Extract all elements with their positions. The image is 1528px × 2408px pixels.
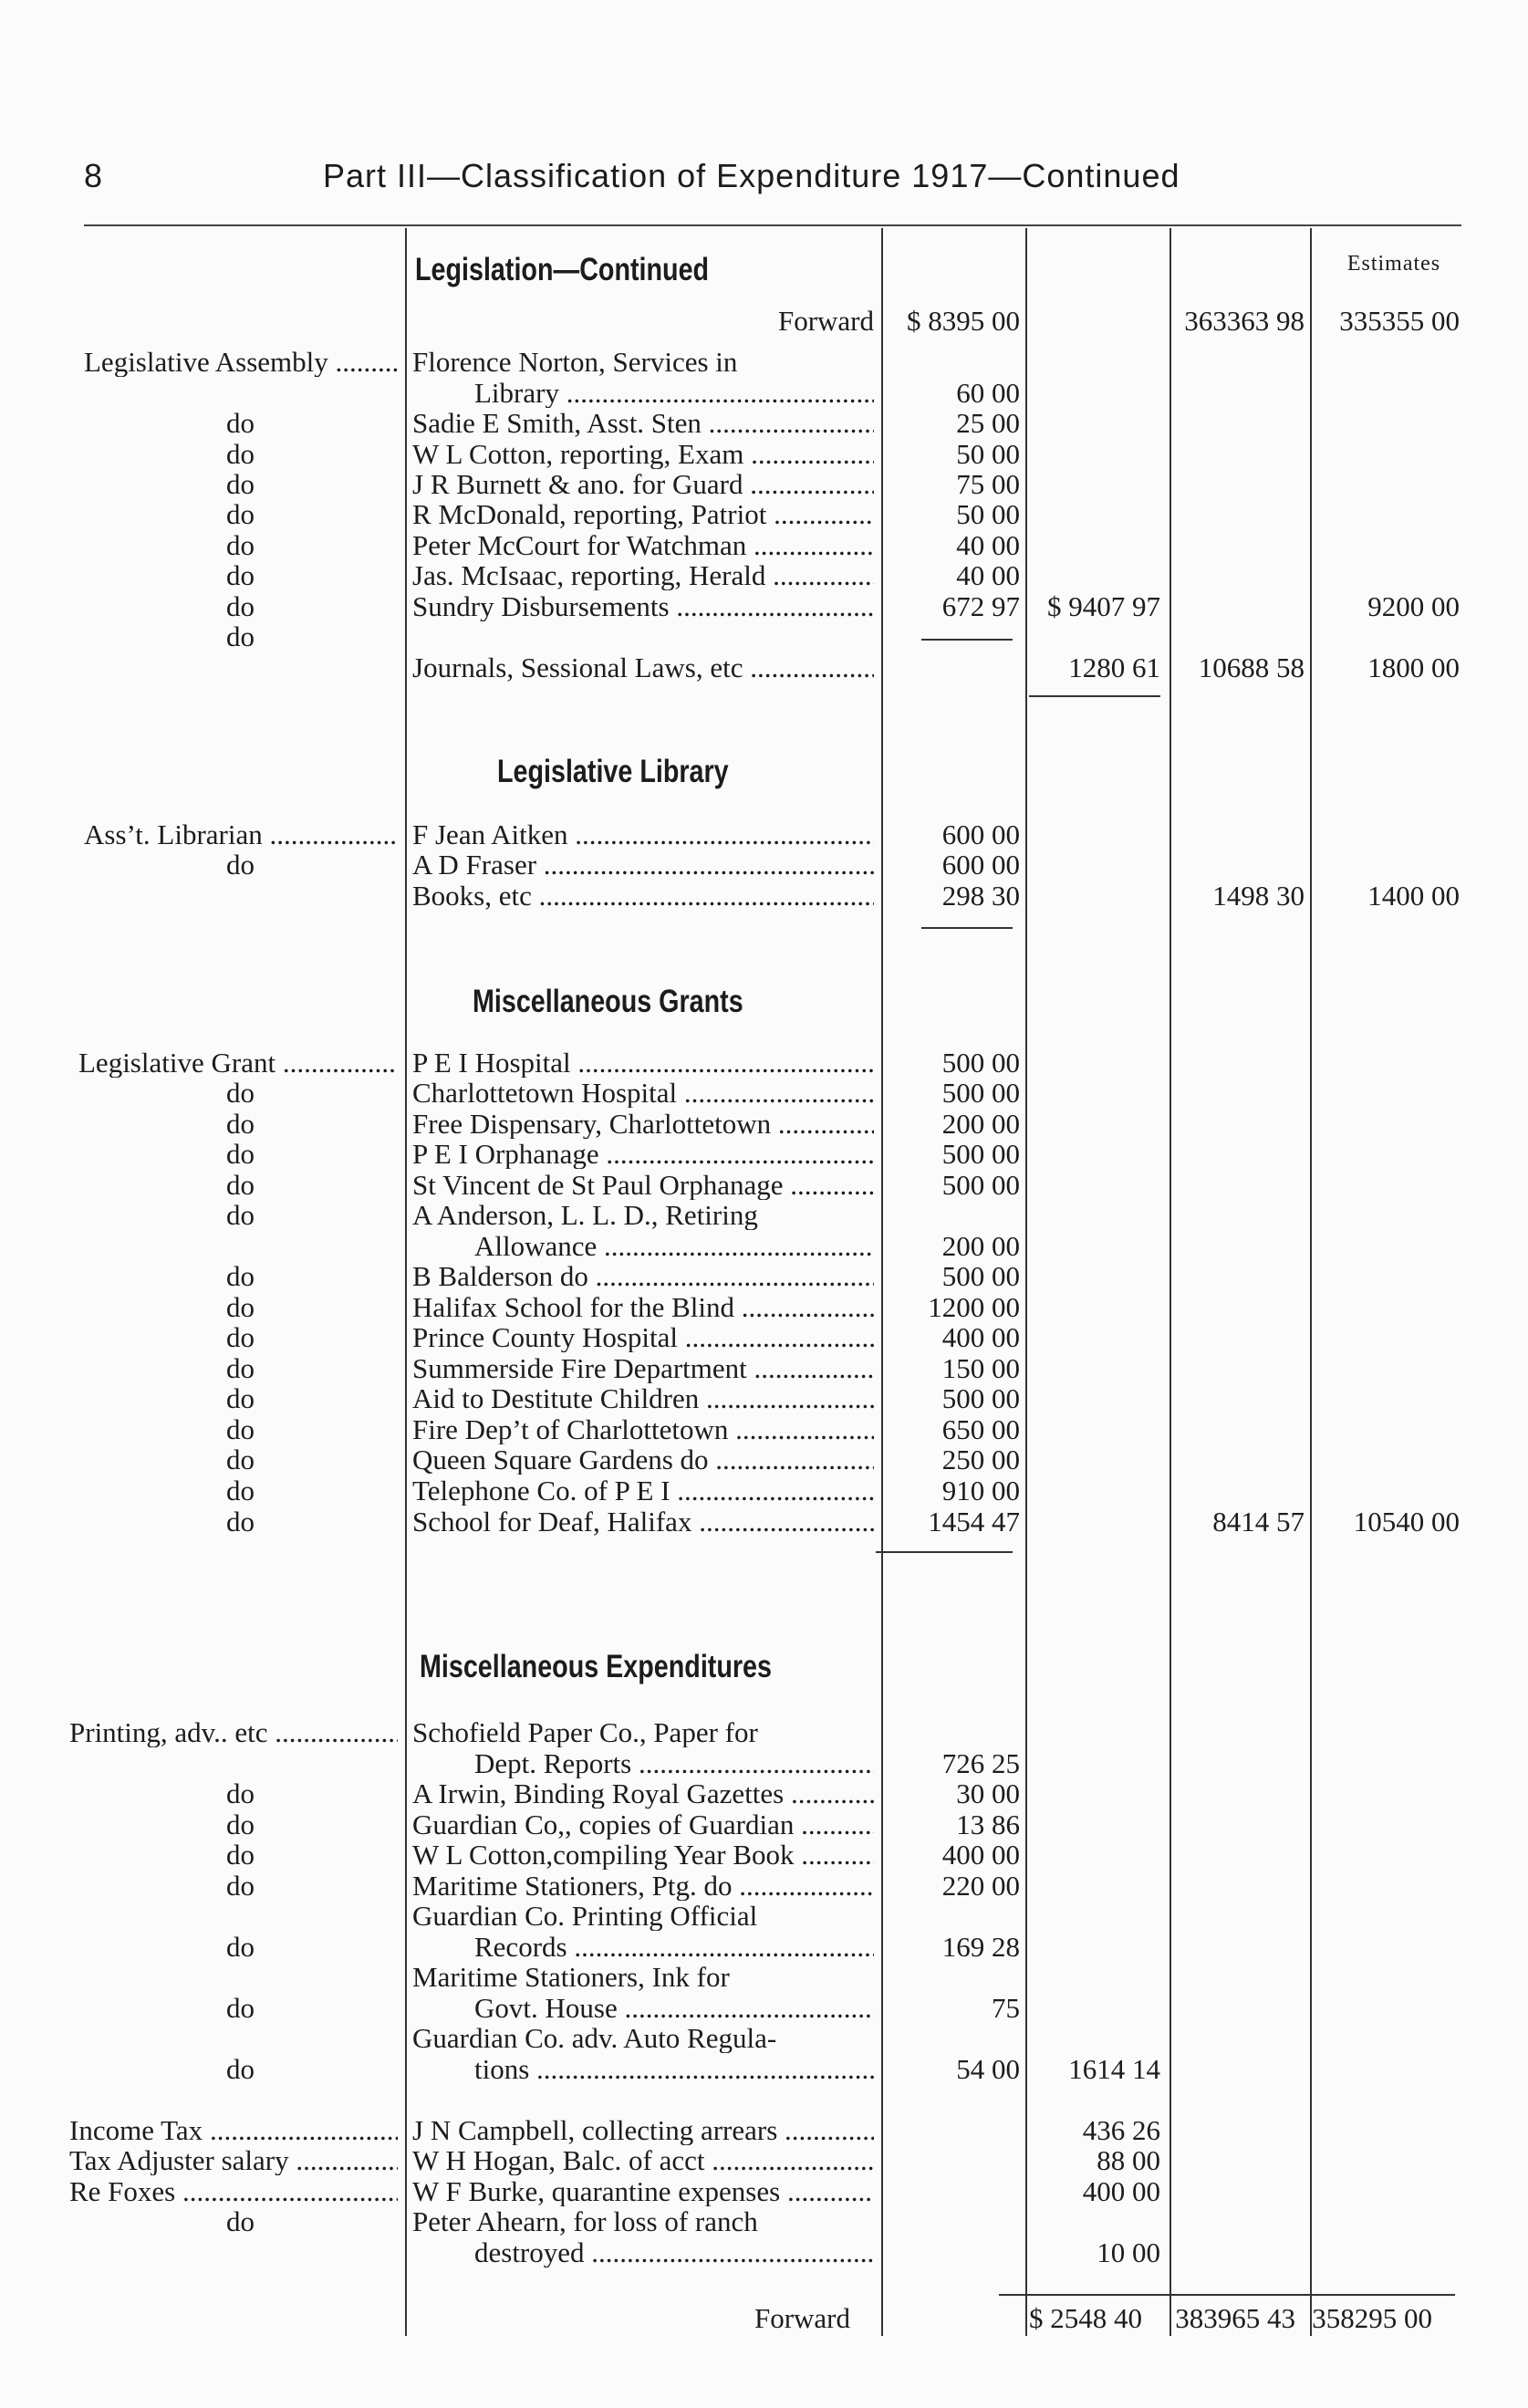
ledger-row <box>0 1748 1528 1778</box>
item-description: Aid to Destitute Children ..... <box>412 1383 874 1413</box>
amount-c1: 500 00 <box>941 1382 1020 1414</box>
item-description: Maritime Stationers, Ptg. do ..... <box>412 1871 874 1901</box>
amount-c1: 13 86 <box>956 1809 1020 1840</box>
amount-c1: 250 00 <box>941 1444 1020 1475</box>
amount-c1: 75 00 <box>956 468 1020 500</box>
ditto-label: do <box>226 1993 255 2023</box>
item-description: Halifax School for the Blind ..... <box>412 1292 874 1322</box>
ditto-label: do <box>226 621 255 652</box>
amount-c1: 220 00 <box>941 1870 1020 1902</box>
ditto-label: do <box>226 1139 255 1169</box>
item-description: Charlottetown Hospital ..... <box>412 1078 874 1108</box>
ledger-row <box>0 2206 1528 2236</box>
amount-c1: 500 00 <box>941 1077 1020 1109</box>
ditto-label: do <box>226 1778 255 1809</box>
ditto-label: do <box>226 439 255 469</box>
account-label: Re Foxes ..... <box>69 2176 398 2206</box>
ditto-label: do <box>226 560 255 590</box>
forward-amount-c4: 335355 00 <box>1339 305 1460 337</box>
amount-c1: 169 28 <box>941 1931 1020 1963</box>
ledger-row <box>0 2084 1528 2114</box>
forward-row <box>0 306 1528 336</box>
ledger-row <box>0 1932 1528 1962</box>
ledger-row <box>0 1170 1528 1200</box>
item-description: P E I Orphanage ..... <box>412 1139 874 1169</box>
item-description: Jas. McIsaac, reporting, Herald ..... <box>412 560 874 590</box>
item-description: Free Dispensary, Charlottetown ..... <box>412 1109 874 1139</box>
amount-c1: 30 00 <box>956 1777 1020 1809</box>
ledger-row <box>0 1078 1528 1108</box>
item-description: Fire Dep’t of Charlottetown ..... <box>412 1414 874 1444</box>
ledger-row <box>0 1231 1528 1261</box>
ditto-label: do <box>226 1871 255 1901</box>
amount-c2: 400 00 <box>1082 2175 1160 2207</box>
ditto-label: do <box>226 1506 255 1537</box>
ditto-label: do <box>226 530 255 560</box>
item-description: Sundry Disbursements ..... <box>412 591 874 621</box>
ledger-row <box>0 1778 1528 1809</box>
account-label: Tax Adjuster salary ..... <box>69 2145 398 2175</box>
item-description: Dept. Reports ..... <box>474 1748 874 1778</box>
ditto-label: do <box>226 850 255 880</box>
amount-c1: 40 00 <box>956 529 1020 561</box>
item-description: Schofield Paper Co., Paper for <box>412 1717 758 1747</box>
ledger-row <box>0 2023 1528 2053</box>
item-description: A Irwin, Binding Royal Gazettes ..... <box>412 1778 874 1809</box>
amount-c3: 10688 58 <box>1198 652 1305 683</box>
ledger-row <box>0 1322 1528 1352</box>
item-description: B Balderson do ..... <box>412 1261 874 1291</box>
item-description: destroyed ..... <box>474 2237 874 2267</box>
amount-c1: 600 00 <box>941 849 1020 881</box>
item-description: A D Fraser ..... <box>412 850 874 880</box>
ditto-label: do <box>226 2054 255 2084</box>
amount-c1: 298 30 <box>941 880 1020 912</box>
section-heading: Legislative Library <box>497 754 729 789</box>
ditto-label: do <box>226 1809 255 1840</box>
item-description: W F Burke, quarantine expenses ..... <box>412 2176 874 2206</box>
page-number: 8 <box>84 157 103 194</box>
amount-c4: 9200 00 <box>1367 590 1460 622</box>
account-label: Legislative Grant ..... <box>78 1048 398 1078</box>
item-description: Sadie E Smith, Asst. Sten ..... <box>412 408 874 438</box>
ledger-row <box>0 1292 1528 1322</box>
amount-c1: 600 00 <box>941 818 1020 850</box>
item-description: Journals, Sessional Laws, etc ..... <box>412 652 874 683</box>
item-description: Guardian Co. Printing Official <box>412 1901 758 1931</box>
ledger-row <box>0 1444 1528 1475</box>
item-description: Maritime Stationers, Ink for <box>412 1962 730 1992</box>
ledger-row <box>0 2237 1528 2267</box>
ledger-row <box>0 439 1528 469</box>
ledger-row <box>0 499 1528 529</box>
item-description: Allowance ..... <box>474 1231 874 1261</box>
ledger-row <box>0 1717 1528 1747</box>
ledger-row <box>0 1475 1528 1506</box>
amount-c2: 1280 61 <box>1068 652 1160 683</box>
account-label: Income Tax ..... <box>69 2115 398 2145</box>
item-description: W L Cotton, reporting, Exam ..... <box>412 439 874 469</box>
ditto-label: do <box>226 1170 255 1200</box>
amount-c4: 1400 00 <box>1367 880 1460 912</box>
section-heading: Miscellaneous Expenditures <box>420 1649 772 1684</box>
item-description: Books, etc ..... <box>412 881 874 911</box>
ditto-label: do <box>226 1475 255 1506</box>
forward-row <box>0 2303 1528 2333</box>
ledger-row <box>0 560 1528 590</box>
item-description: J R Burnett & ano. for Guard ..... <box>412 469 874 499</box>
amount-c1: 1454 47 <box>928 1506 1020 1538</box>
ledger-row <box>0 819 1528 850</box>
ledger-row <box>0 1871 1528 1901</box>
ledger-row <box>0 1353 1528 1383</box>
item-description: School for Deaf, Halifax ..... <box>412 1506 874 1537</box>
amount-c1: 726 25 <box>941 1747 1020 1779</box>
ledger-row <box>0 1383 1528 1413</box>
forward-amount-c1: $ 8395 00 <box>907 305 1020 337</box>
account-label: Ass’t. Librarian ..... <box>84 819 398 850</box>
sum-rule <box>921 639 1013 641</box>
sum-rule <box>999 2294 1455 2296</box>
ledger-row <box>0 1809 1528 1840</box>
ledger-row <box>0 1048 1528 1078</box>
ditto-label: do <box>226 1200 255 1230</box>
sum-rule <box>921 927 1013 929</box>
forward-amount-c4: 358295 00 <box>1312 2302 1432 2334</box>
ledger-row <box>0 652 1528 683</box>
item-description: R McDonald, reporting, Patriot ..... <box>412 499 874 529</box>
item-description: P E I Hospital ..... <box>412 1048 874 1078</box>
item-description: Peter Ahearn, for loss of ranch <box>412 2206 758 2236</box>
amount-c3: 1498 30 <box>1212 880 1305 912</box>
amount-c2: 10 00 <box>1097 2236 1160 2268</box>
item-description: Telephone Co. of P E I ..... <box>412 1475 874 1506</box>
item-description: Govt. House ..... <box>474 1993 874 2023</box>
ledger-row <box>0 1993 1528 2023</box>
ledger-row <box>0 408 1528 438</box>
ledger-row <box>0 591 1528 621</box>
amount-c1: 500 00 <box>941 1169 1020 1201</box>
ledger-row <box>0 347 1528 377</box>
ditto-label: do <box>226 591 255 621</box>
ditto-label: do <box>226 469 255 499</box>
amount-c2: 436 26 <box>1082 2114 1160 2146</box>
amount-c4: 10540 00 <box>1353 1506 1460 1538</box>
item-description: Prince County Hospital ..... <box>412 1322 874 1352</box>
item-description: J N Campbell, collecting arrears ..... <box>412 2115 874 2145</box>
ditto-label: do <box>226 1932 255 1962</box>
section-heading: Miscellaneous Grants <box>473 984 743 1019</box>
ledger-row <box>0 2054 1528 2084</box>
amount-c1: 200 00 <box>941 1230 1020 1262</box>
ditto-label: do <box>226 1292 255 1322</box>
amount-c1: 500 00 <box>941 1047 1020 1079</box>
forward-label: Forward <box>777 305 874 337</box>
ledger-row <box>0 378 1528 408</box>
item-description: A Anderson, L. L. D., Retiring <box>412 1200 758 1230</box>
ledger-row <box>0 621 1528 652</box>
ledger-row <box>0 1261 1528 1291</box>
item-description: W L Cotton,compiling Year Book ..... <box>412 1840 874 1870</box>
ledger-row <box>0 469 1528 499</box>
ditto-label: do <box>226 1383 255 1413</box>
ditto-label: do <box>226 1322 255 1352</box>
amount-c1: 50 00 <box>956 498 1020 530</box>
ditto-label: do <box>226 1261 255 1291</box>
forward-label: Forward <box>754 2302 850 2334</box>
ditto-label: do <box>226 408 255 438</box>
ditto-label: do <box>226 1109 255 1139</box>
amount-c3: 8414 57 <box>1212 1506 1305 1538</box>
sum-rule <box>876 1551 1013 1553</box>
ditto-label: do <box>226 1840 255 1870</box>
amount-c1: 400 00 <box>941 1321 1020 1353</box>
sum-rule <box>1029 695 1160 697</box>
ledger-row <box>0 850 1528 880</box>
amount-c1: 500 00 <box>941 1260 1020 1292</box>
ledger-row <box>0 1962 1528 1992</box>
item-description: tions ..... <box>474 2054 874 2084</box>
amount-c2: $ 9407 97 <box>1047 590 1160 622</box>
forward-amount-c2: $ 2548 40 <box>1029 2302 1142 2334</box>
amount-c1: 400 00 <box>941 1839 1020 1871</box>
page-title: Part III—Classification of Expenditure 1917—Continued <box>323 157 1180 194</box>
amount-c1: 40 00 <box>956 559 1020 591</box>
item-description: St Vincent de St Paul Orphanage ..... <box>412 1170 874 1200</box>
amount-c2: 1614 14 <box>1068 2053 1160 2085</box>
ditto-label: do <box>226 1078 255 1108</box>
amount-c1: 150 00 <box>941 1352 1020 1384</box>
forward-amount-c3: 383965 43 <box>1175 2302 1295 2334</box>
item-description: Queen Square Gardens do ..... <box>412 1444 874 1475</box>
ditto-label: do <box>226 1414 255 1444</box>
ledger-row <box>0 2145 1528 2175</box>
account-label: Legislative Assembly ..... <box>84 347 398 377</box>
ditto-label: do <box>226 1444 255 1475</box>
account-label: Printing, adv.. etc ..... <box>69 1717 398 1747</box>
item-description: Guardian Co,, copies of Guardian ..... <box>412 1809 874 1840</box>
amount-c1: 672 97 <box>941 590 1020 622</box>
item-description: F Jean Aitken ..... <box>412 819 874 850</box>
ledger-row <box>0 1414 1528 1444</box>
ledger-row <box>0 1139 1528 1169</box>
item-description: Records ..... <box>474 1932 874 1962</box>
item-description: Peter McCourt for Watchman ..... <box>412 530 874 560</box>
page-header <box>0 157 1528 203</box>
forward-amount-c3: 363363 98 <box>1184 305 1305 337</box>
ditto-label: do <box>226 1353 255 1383</box>
item-description: Guardian Co. adv. Auto Regula- <box>412 2023 777 2053</box>
header-rule <box>84 224 1461 226</box>
amount-c1: 500 00 <box>941 1138 1020 1170</box>
item-description: W H Hogan, Balc. of acct ..... <box>412 2145 874 2175</box>
amount-c1: 25 00 <box>956 407 1020 439</box>
amount-c1: 650 00 <box>941 1413 1020 1445</box>
amount-c1: 75 <box>992 1992 1020 2024</box>
ledger-row <box>0 2176 1528 2206</box>
ditto-label: do <box>226 499 255 529</box>
ditto-label: do <box>226 2206 255 2236</box>
ledger-row <box>0 1506 1528 1537</box>
ledger-row <box>0 881 1528 911</box>
amount-c1: 200 00 <box>941 1108 1020 1140</box>
amount-c1: 54 00 <box>956 2053 1020 2085</box>
ledger-row <box>0 1840 1528 1870</box>
amount-c1: 60 00 <box>956 377 1020 409</box>
ledger-row <box>0 1901 1528 1931</box>
amount-c4: 1800 00 <box>1367 652 1460 683</box>
ledger-row <box>0 530 1528 560</box>
item-description: Summerside Fire Department ..... <box>412 1353 874 1383</box>
section-heading: Legislation—Continued <box>415 252 710 287</box>
item-description: Library ..... <box>474 378 874 408</box>
amount-c2: 88 00 <box>1097 2144 1160 2176</box>
item-description: Florence Norton, Services in <box>412 347 738 377</box>
amount-c1: 50 00 <box>956 438 1020 470</box>
estimates-column-header: Estimates <box>1346 252 1441 276</box>
ledger-row <box>0 1109 1528 1139</box>
ledger-row <box>0 1200 1528 1230</box>
ledger-row <box>0 2115 1528 2145</box>
amount-c1: 910 00 <box>941 1475 1020 1506</box>
amount-c1: 1200 00 <box>928 1291 1020 1323</box>
